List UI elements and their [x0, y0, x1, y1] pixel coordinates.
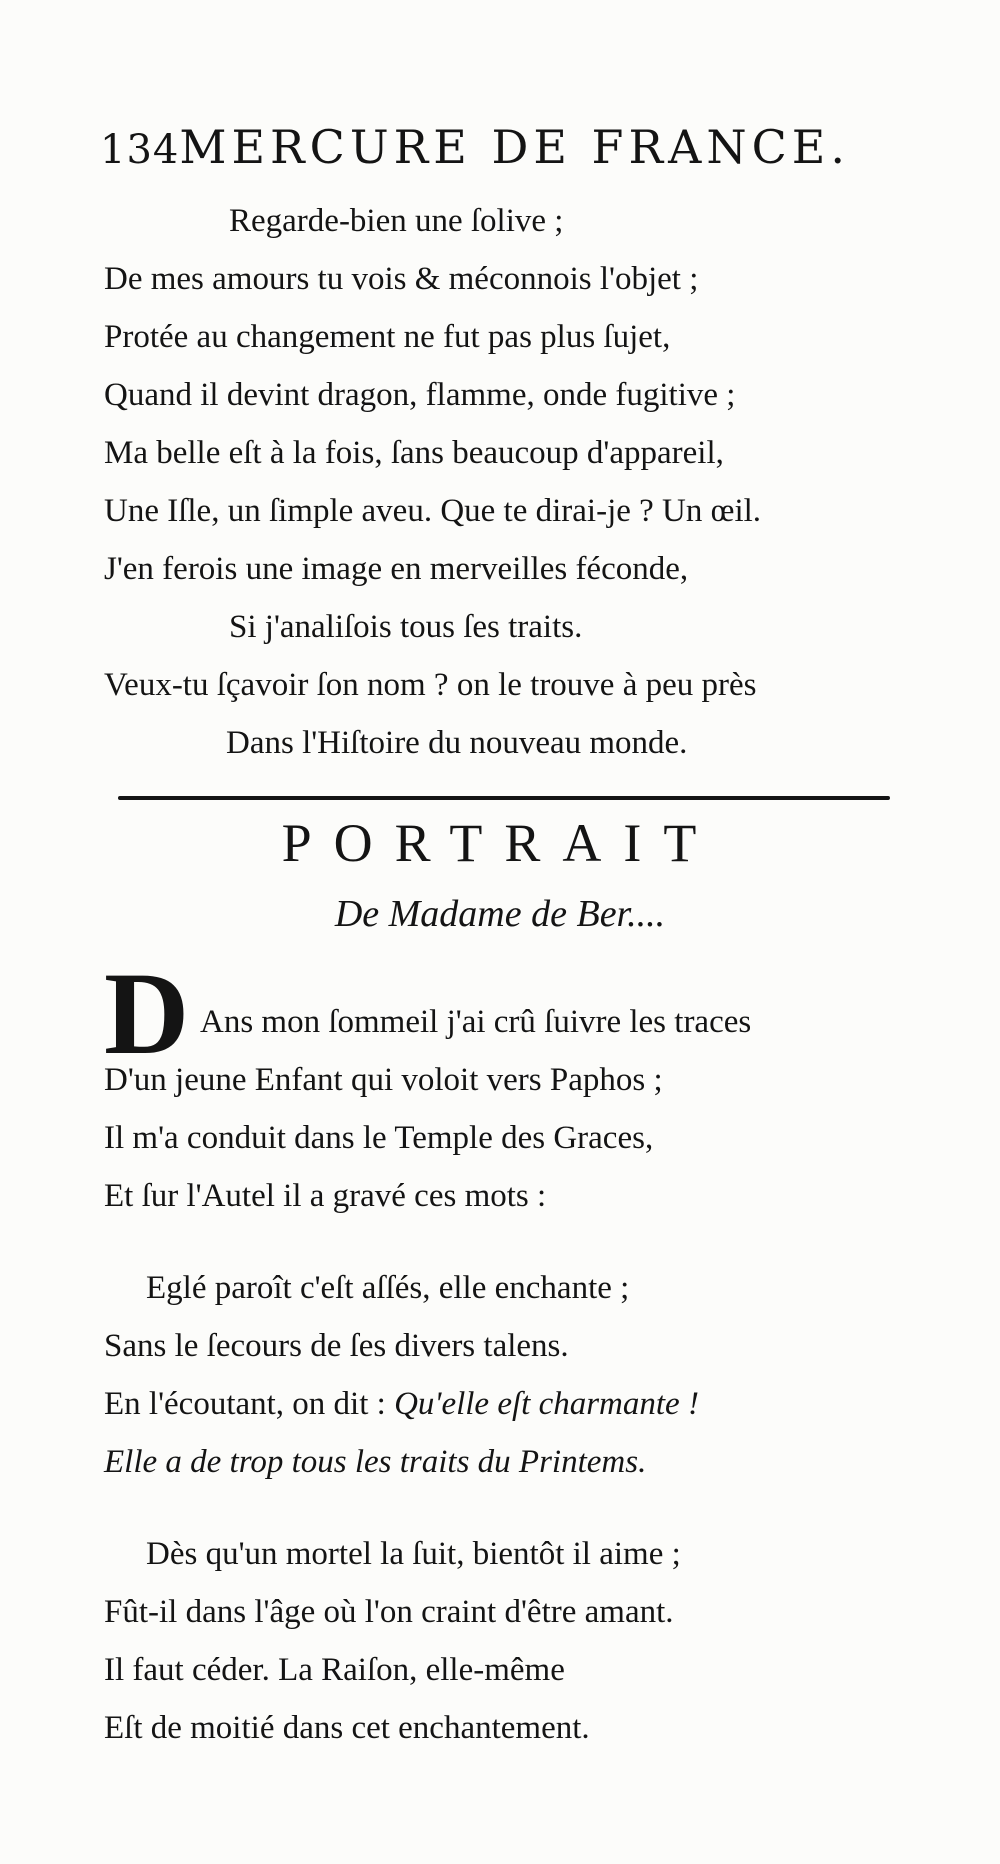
poem-line: Sans le ſecours de ſes divers talens. [104, 1328, 569, 1364]
poem-line-italic: Qu'elle eſt charmante ! [394, 1386, 699, 1422]
portrait-subtitle: De Madame de Ber.... [334, 893, 666, 935]
portrait-title: PORTRAIT [281, 813, 719, 873]
drop-cap: D [104, 948, 190, 1079]
poem-line-roman: En l'écoutant, on dit : [104, 1386, 395, 1422]
poem-line: Ans mon ſommeil j'ai crû ſuivre les traces [200, 1004, 752, 1040]
poem-line: Et ſur l'Autel il a gravé ces mots : [104, 1178, 547, 1214]
stanza-1 [104, 948, 924, 1225]
verse-line: Si j'analiſois tous ſes traits. [229, 609, 583, 645]
section-rule [118, 796, 890, 800]
verse-line: De mes amours tu vois & méconnois l'objet ; [104, 261, 699, 297]
page-number: 134 [100, 127, 180, 173]
portrait-poem [104, 948, 924, 1791]
poem-line: D'un jeune Enfant qui voloit vers Paphos ; [104, 1062, 663, 1098]
running-head [100, 120, 850, 174]
poem-line: Eglé paroît c'eſt aſſés, elle enchante ; [146, 1270, 630, 1306]
verse-line: Quand il devint dragon, flamme, onde fugitive ; [104, 377, 736, 413]
poem-line: Eſt de moitié dans cet enchantement. [104, 1710, 590, 1746]
verse-line: J'en ferois une image en merveilles féconde, [104, 551, 689, 587]
verse-line: Une Iſle, un ſimple aveu. Que te dirai-je ? Un œil. [104, 493, 762, 529]
poem-line: Fût-il dans l'âge où l'on craint d'être amant. [104, 1594, 674, 1630]
verse-line: Regarde-bien une ſolive ; [229, 203, 564, 239]
verse-line: Veux-tu ſçavoir ſon nom ? on le trouve à peu près [104, 667, 757, 703]
stanza-2 [104, 1259, 924, 1491]
verse-line: Protée au changement ne fut pas plus ſujet, [104, 319, 671, 355]
verse-line: Dans l'Hiſtoire du nouveau monde. [226, 725, 688, 761]
verse-line: Ma belle eſt à la fois, ſans beaucoup d'appareil, [104, 435, 724, 471]
poem-line: Dès qu'un mortel la ſuit, bientôt il aime ; [146, 1536, 681, 1572]
poem-line: Elle a de trop tous les traits du Printems. [104, 1444, 647, 1480]
poem-line: Il faut céder. La Raiſon, elle-même [104, 1652, 565, 1688]
verse-block [104, 192, 924, 772]
journal-title: MERCURE DE FRANCE. [179, 120, 850, 174]
poem-line: Il m'a conduit dans le Temple des Graces, [104, 1120, 654, 1156]
stanza-3 [104, 1525, 924, 1757]
poem-line [104, 1375, 924, 1433]
